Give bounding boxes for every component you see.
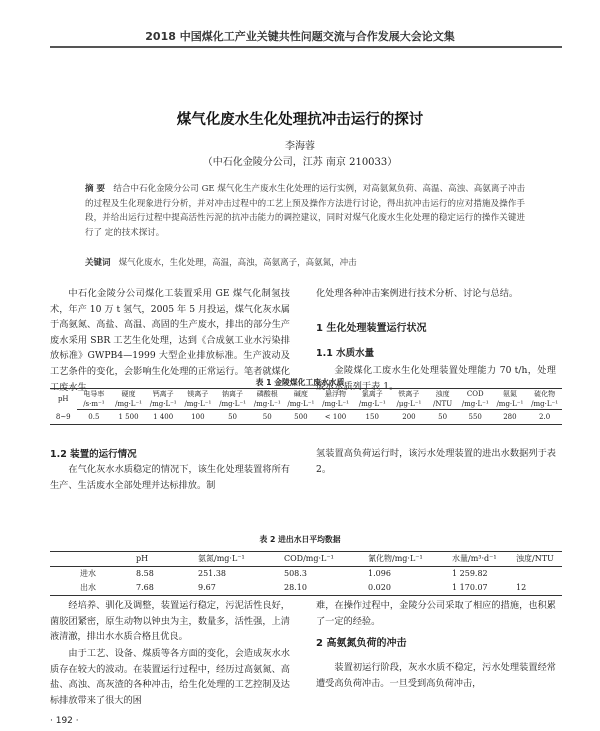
table-row [50, 410, 562, 425]
table1-cell: 8~9 [50, 410, 77, 425]
table2-header-cell [50, 552, 132, 567]
table1-header-cell: 电导率 [77, 389, 112, 400]
table1-header-cell: 氯离子 [354, 389, 391, 400]
table1-cell: 150 [354, 410, 391, 425]
table1-cell: 280 [493, 410, 528, 425]
table1-cell: 100 [181, 410, 216, 425]
table1-header-cell: 铁离子 [391, 389, 428, 400]
table1-cell: 50 [250, 410, 285, 425]
table1-header-cell: 磷酸根 [250, 389, 285, 400]
table1-unit-cell: /mg·L⁻¹ [317, 399, 354, 410]
table1-header-cell: 钙离子 [146, 389, 181, 400]
table2-header-cell: 氰化物/mg·L⁻¹ [364, 552, 448, 567]
table1-cell: 550 [458, 410, 493, 425]
bottom-right-paragraph-1: 难，在操作过程中，金陵分公司采取了相应的措施，也积累了一定的经验。 [316, 600, 556, 627]
bottom-left-paragraph-1: 经培养、驯化及调整，装置运行稳定，污泥活性良好，菌胶团紧密，原生动物以钟虫为主，数量多，活性强，上清液清澈，排出水水质合格且优良。 [50, 600, 290, 643]
table1-unit-cell: /s·m⁻¹ [77, 399, 112, 410]
table2-cell: 28.10 [280, 581, 364, 596]
table1-header-cell: COD [458, 389, 493, 400]
table2-cell: 1.096 [368, 569, 391, 578]
table2-header-cell: 氨氮/mg·L⁻¹ [194, 552, 280, 567]
table2-cell: 7.68 [132, 581, 194, 596]
section-1-title: 1 生化处理装置运行状况 [316, 323, 427, 334]
section-2-title: 2 高氨氮负荷的冲击 [316, 638, 407, 649]
table1-unit-cell: /mg·L⁻¹ [111, 399, 146, 410]
author: 李海蓉 [285, 141, 315, 152]
abstract-label: 摘 要 [85, 184, 106, 194]
page-number: · 192 · [50, 716, 79, 726]
table1-header-cell: 镁离子 [181, 389, 216, 400]
table1-unit-cell: /μg·L⁻¹ [391, 399, 428, 410]
keywords [85, 256, 525, 268]
table2-cell: 9.67 [194, 581, 280, 596]
section-1-2-text-cont: 氢装置高负荷运行时，该污水处理装置的进出水数据列于表 2。 [316, 448, 556, 475]
paper-title: 煤气化废水生化处理抗冲击运行的探讨 [176, 112, 424, 128]
table1-unit-cell: /mg·L⁻¹ [181, 399, 216, 410]
table1-cell: 2.0 [527, 410, 562, 425]
table2-cell [512, 567, 562, 582]
table1-cell: 200 [391, 410, 428, 425]
section-1-1-title: 1.1 水质水量 [316, 348, 375, 359]
table1-header-cell: 碱度 [285, 389, 318, 400]
table2-header-cell: COD/mg·L⁻¹ [280, 552, 364, 567]
table2 [50, 551, 562, 596]
table2-cell: 1 170.07 [448, 581, 512, 596]
table1-header-cell: pH [50, 389, 77, 410]
table1-header-cell: 硫化物 [527, 389, 562, 400]
table2-header-cell: 浊度/NTU [512, 552, 562, 567]
table1-caption: 表 1 金陵煤化工废水水质 [255, 378, 345, 387]
table2-cell: 8.58 [136, 569, 154, 578]
table1-unit-cell: /NTU [427, 399, 458, 410]
table1-unit-cell: /mg·L⁻¹ [458, 399, 493, 410]
table1-cell: 50 [427, 410, 458, 425]
table2-cell: 出水 [50, 581, 132, 596]
table1-header-names [50, 389, 562, 400]
table2-header-cell: pH [132, 552, 194, 567]
table1-unit-cell: /mg·L⁻¹ [354, 399, 391, 410]
table1-cell: 0.5 [77, 410, 112, 425]
table2-cell: 12 [512, 581, 562, 596]
section-1-2-title: 1.2 装置的运行情况 [50, 449, 137, 460]
table-row [50, 567, 562, 582]
section-1-1-text: 金陵煤化工废水生化处理装置处理能力 70 t/h，处理废水水质列于表 1。 [316, 365, 556, 392]
table1 [50, 388, 562, 425]
table1-header-cell: 悬浮物 [317, 389, 354, 400]
table2-cell: 1 259.82 [452, 569, 488, 578]
keywords-text: 煤气化废水，生化处理，高温，高浊，高氨离子，高氨氮，冲击 [118, 258, 357, 268]
table1-cell: 1 500 [111, 410, 146, 425]
table1-unit-cell: /mg·L⁻¹ [146, 399, 181, 410]
table1-cell: 50 [215, 410, 250, 425]
table1-header-cell: 浊度 [427, 389, 458, 400]
affiliation: （中石化金陵分公司，江苏 南京 210033） [202, 157, 398, 168]
table1-unit-cell: /mg·L⁻¹ [250, 399, 285, 410]
table1-header-cell: 硬度 [111, 389, 146, 400]
table1-cell: 500 [285, 410, 318, 425]
table1-cell: 1 400 [146, 410, 181, 425]
running-header: 2018 中国煤化工产业关键共性问题交流与合作发展大会论文集 [145, 30, 455, 43]
bottom-left-paragraph-2: 由于工艺、设备、煤质等各方面的变化，会造成灰水水质存在较大的波动。在装置运行过程中，经历过高氨氮、高盐、高浊、高灰渣的各种冲击，给生化处理的工艺控制及达标排放带来了很大的困 [50, 648, 290, 706]
table2-header-row [50, 552, 562, 567]
table2-header-cell: 水量/m³·d⁻¹ [448, 552, 512, 567]
table2-cell: 251.38 [198, 569, 226, 578]
table1-unit-cell: /mg·L⁻¹ [527, 399, 562, 410]
table1-unit-cell: /mg·L⁻¹ [215, 399, 250, 410]
table1-header-cell: 氨氮 [493, 389, 528, 400]
table-row [50, 581, 562, 596]
table2-cell: 进水 [80, 569, 96, 578]
abstract [85, 182, 525, 240]
table1-header-units [50, 399, 562, 410]
abstract-text: 结合中石化金陵分公司 GE 煤气化生产废水生化处理的运行实例，对高氨氮负荷、高温、高浊、高氨离子冲击的过程及生化现象进行分析，并对冲击过程中的工艺上预及操作方法进行讨论，得出抗冲击运行的应对措施及操作手段，并给出运行过程中提高活性污泥的抗冲击能力的调控建议，同时对煤气化废水生化处理的稳定运行的操作关键进行了 定的技术探讨。 [85, 184, 525, 238]
table1-cell: < 100 [317, 410, 354, 425]
table2-caption: 表 2 进出水日平均数据 [259, 535, 341, 544]
keywords-label: 关键词 [85, 258, 111, 268]
header-rule [50, 46, 562, 48]
section-1-2-text: 在气化灰水水质稳定的情况下，该生化处理装置将所有生产、生活废水全部处理并达标排放。制 [50, 464, 290, 491]
intro-paragraph: 中石化金陵分公司煤化工装置采用 GE 煤气化制氢技术，年产 10 万 t 氢气，2005 年 5 月投运，煤气化灰水属于高氨氮、高盐、高温、高固的生产废水，排出的部分生产废水采用 SBR 工艺生化处理，达到《合成氨工业水污染排放标准》GWPB4—1999 大型企业排放标准。生产波动及工艺条件的变化，会影响生化处理的正常运行。笔者就煤化工废水生 [50, 288, 290, 393]
table2-cell: 0.020 [364, 581, 448, 596]
table1-header-cell: 钠离子 [215, 389, 250, 400]
table1-unit-cell: /mg·L⁻¹ [285, 399, 318, 410]
table2-cell: 508.3 [284, 569, 307, 578]
intro-paragraph-cont: 化处理各种冲击案例进行技术分析、讨论与总结。 [316, 288, 519, 299]
table1-unit-cell: /mg·L⁻¹ [493, 399, 528, 410]
section-2-text: 装置初运行阶段，灰水水质不稳定，污水处理装置经常遭受高负荷冲击。一旦受到高负荷冲击， [316, 662, 556, 689]
